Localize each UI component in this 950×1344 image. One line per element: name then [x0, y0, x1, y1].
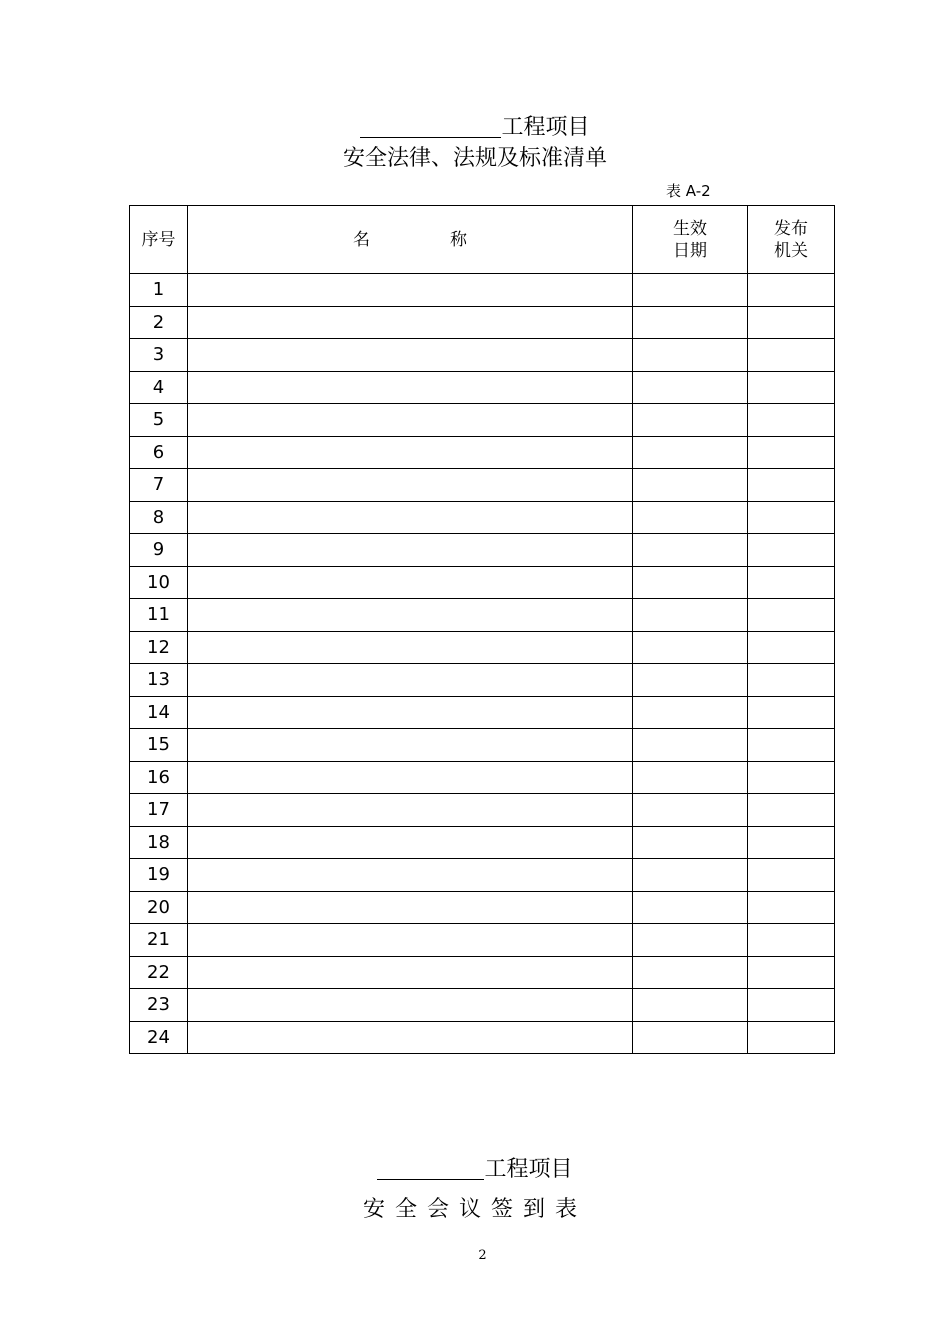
table-row: [130, 761, 835, 794]
row-name-cell[interactable]: [188, 534, 633, 567]
row-name-cell[interactable]: [188, 404, 633, 437]
form-number: 表 A-2: [666, 182, 711, 200]
row-seq-cell: 15: [130, 729, 188, 762]
table-row: [130, 891, 835, 924]
table-row: [130, 631, 835, 664]
header-effective-date: [633, 206, 748, 274]
row-date-cell[interactable]: [633, 371, 748, 404]
row-org-cell[interactable]: [748, 371, 835, 404]
row-date-cell[interactable]: [633, 501, 748, 534]
table-row: [130, 1021, 835, 1054]
row-date-cell[interactable]: [633, 794, 748, 827]
form2-subtitle: 安全会议签到表: [362, 1197, 587, 1222]
header-org-line1: 发布: [774, 218, 808, 239]
table-row: [130, 306, 835, 339]
form2-title-suffix: 工程项目: [484, 1157, 573, 1182]
header-org-line2: 机关: [774, 240, 808, 261]
table-row: [130, 339, 835, 372]
row-name-cell[interactable]: [188, 924, 633, 957]
row-seq-cell: 9: [130, 534, 188, 567]
row-date-cell[interactable]: [633, 339, 748, 372]
row-name-cell[interactable]: [188, 826, 633, 859]
form-title-suffix: 工程项目: [501, 115, 590, 140]
row-seq-cell: 18: [130, 826, 188, 859]
row-name-cell[interactable]: [188, 729, 633, 762]
row-org-cell[interactable]: [748, 891, 835, 924]
row-org-cell[interactable]: [748, 306, 835, 339]
header-date-line2: 日期: [673, 240, 707, 261]
project-name-blank: [360, 115, 501, 138]
row-org-cell[interactable]: [748, 729, 835, 762]
header-date-line1: 生效: [673, 218, 707, 239]
row-seq-cell: 12: [130, 631, 188, 664]
row-name-cell[interactable]: [188, 371, 633, 404]
row-date-cell[interactable]: [633, 664, 748, 697]
row-name-cell[interactable]: [188, 306, 633, 339]
table-row: [130, 566, 835, 599]
table-row: [130, 599, 835, 632]
row-org-cell[interactable]: [748, 989, 835, 1022]
page-number: 2: [478, 1248, 487, 1263]
table-row: [130, 826, 835, 859]
table-row: [130, 469, 835, 502]
row-seq-cell: 1: [130, 274, 188, 307]
row-name-cell[interactable]: [188, 1021, 633, 1054]
table-row: [130, 956, 835, 989]
header-issuing-authority: [748, 206, 835, 274]
row-org-cell[interactable]: [748, 696, 835, 729]
row-seq-cell: 6: [130, 436, 188, 469]
row-name-cell[interactable]: [188, 859, 633, 892]
row-org-cell[interactable]: [748, 339, 835, 372]
row-seq-cell: 5: [130, 404, 188, 437]
row-date-cell[interactable]: [633, 469, 748, 502]
row-org-cell[interactable]: [748, 1021, 835, 1054]
table-row: [130, 534, 835, 567]
row-date-cell[interactable]: [633, 924, 748, 957]
row-name-cell[interactable]: [188, 599, 633, 632]
row-org-cell[interactable]: [748, 826, 835, 859]
header-name-part2: 称: [450, 229, 467, 250]
row-seq-cell: 10: [130, 566, 188, 599]
row-seq-cell: 2: [130, 306, 188, 339]
row-name-cell[interactable]: [188, 274, 633, 307]
row-date-cell[interactable]: [633, 631, 748, 664]
table-row: [130, 924, 835, 957]
row-date-cell[interactable]: [633, 404, 748, 437]
table-row: [130, 274, 835, 307]
table-row: [130, 664, 835, 697]
row-name-cell[interactable]: [188, 469, 633, 502]
row-seq-cell: 22: [130, 956, 188, 989]
row-date-cell[interactable]: [633, 534, 748, 567]
row-date-cell[interactable]: [633, 859, 748, 892]
row-date-cell[interactable]: [633, 306, 748, 339]
table-row: [130, 371, 835, 404]
row-seq-cell: 17: [130, 794, 188, 827]
row-seq-cell: 4: [130, 371, 188, 404]
row-org-cell[interactable]: [748, 501, 835, 534]
row-org-cell[interactable]: [748, 534, 835, 567]
header-name: [188, 206, 633, 274]
row-org-cell[interactable]: [748, 956, 835, 989]
row-org-cell[interactable]: [748, 274, 835, 307]
row-date-cell[interactable]: [633, 891, 748, 924]
row-org-cell[interactable]: [748, 761, 835, 794]
row-org-cell[interactable]: [748, 859, 835, 892]
row-name-cell[interactable]: [188, 631, 633, 664]
table-row: [130, 989, 835, 1022]
row-name-cell[interactable]: [188, 794, 633, 827]
row-date-cell[interactable]: [633, 729, 748, 762]
header-name-part1: 名: [353, 229, 370, 250]
row-seq-cell: 13: [130, 664, 188, 697]
row-seq-cell: 11: [130, 599, 188, 632]
row-name-cell[interactable]: [188, 436, 633, 469]
table-row: [130, 729, 835, 762]
form-title: [0, 115, 950, 141]
row-seq-cell: 3: [130, 339, 188, 372]
table-row: [130, 794, 835, 827]
row-name-cell[interactable]: [188, 664, 633, 697]
row-name-cell[interactable]: [188, 339, 633, 372]
row-date-cell[interactable]: [633, 696, 748, 729]
row-date-cell[interactable]: [633, 826, 748, 859]
table-header-row: [130, 206, 835, 274]
row-name-cell[interactable]: [188, 501, 633, 534]
row-date-cell[interactable]: [633, 436, 748, 469]
form2-title: [0, 1157, 950, 1183]
table-row: [130, 436, 835, 469]
row-org-cell[interactable]: [748, 664, 835, 697]
row-name-cell[interactable]: [188, 989, 633, 1022]
row-org-cell[interactable]: [748, 631, 835, 664]
row-date-cell[interactable]: [633, 1021, 748, 1054]
row-name-cell[interactable]: [188, 891, 633, 924]
regulations-table: [129, 205, 835, 1054]
table-row: [130, 696, 835, 729]
header-seq: 序号: [130, 206, 188, 274]
row-seq-cell: 8: [130, 501, 188, 534]
row-date-cell[interactable]: [633, 274, 748, 307]
row-date-cell[interactable]: [633, 956, 748, 989]
row-org-cell[interactable]: [748, 566, 835, 599]
row-name-cell[interactable]: [188, 761, 633, 794]
row-seq-cell: 20: [130, 891, 188, 924]
row-name-cell[interactable]: [188, 696, 633, 729]
row-name-cell[interactable]: [188, 956, 633, 989]
table-row: [130, 404, 835, 437]
row-seq-cell: 14: [130, 696, 188, 729]
row-org-cell[interactable]: [748, 794, 835, 827]
row-date-cell[interactable]: [633, 761, 748, 794]
row-seq-cell: 16: [130, 761, 188, 794]
row-org-cell[interactable]: [748, 924, 835, 957]
table-row: [130, 501, 835, 534]
table-row: [130, 859, 835, 892]
form-subtitle: 安全法律、法规及标准清单: [342, 146, 607, 171]
project-name-blank-2: [377, 1157, 484, 1180]
row-seq-cell: 21: [130, 924, 188, 957]
row-date-cell[interactable]: [633, 566, 748, 599]
row-seq-cell: 24: [130, 1021, 188, 1054]
row-name-cell[interactable]: [188, 566, 633, 599]
row-org-cell[interactable]: [748, 436, 835, 469]
row-org-cell[interactable]: [748, 404, 835, 437]
row-date-cell[interactable]: [633, 599, 748, 632]
row-seq-cell: 23: [130, 989, 188, 1022]
row-org-cell[interactable]: [748, 599, 835, 632]
row-seq-cell: 19: [130, 859, 188, 892]
row-date-cell[interactable]: [633, 989, 748, 1022]
row-org-cell[interactable]: [748, 469, 835, 502]
row-seq-cell: 7: [130, 469, 188, 502]
